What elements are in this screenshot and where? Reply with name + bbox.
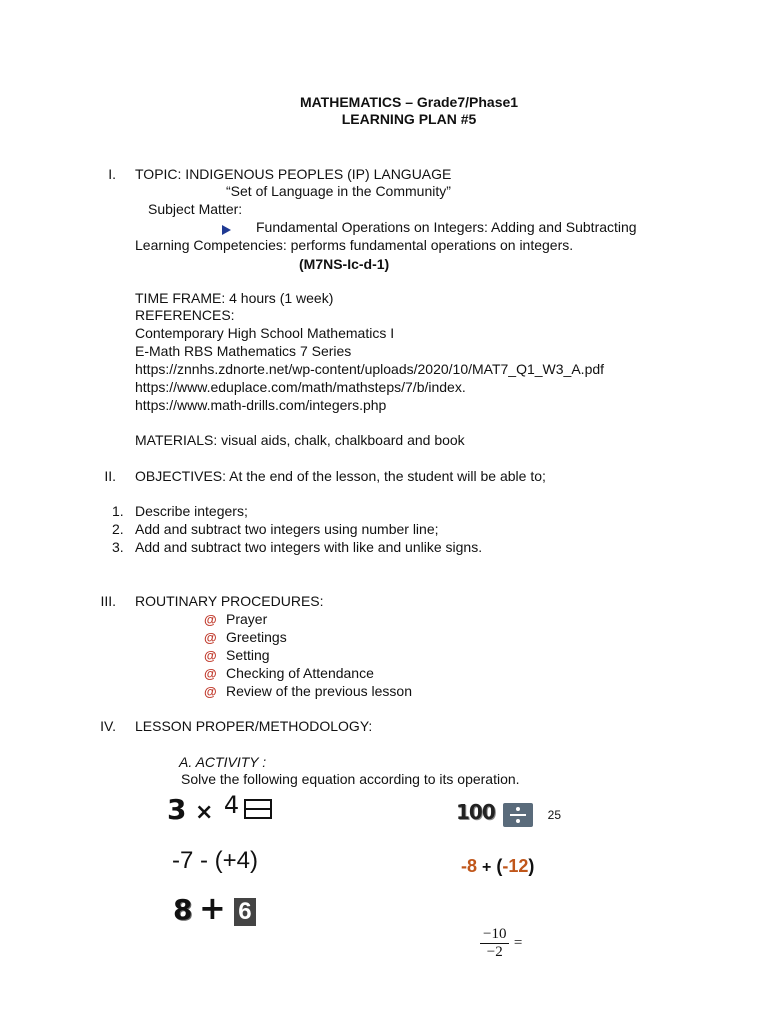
equation-add-negatives: -8 + (-12) [461,856,535,876]
section-1-numeral: I. [108,166,116,182]
multiply-icon: × [194,800,214,825]
equals-box-icon [244,799,272,819]
objective-number: 1. [112,503,124,519]
eq-operand: 25 [547,808,562,822]
eq-operand: 3 [167,793,187,826]
activity-instruction: Solve the following equation according to its operation. [181,771,520,787]
doc-title: MATHEMATICS – Grade7/Phase1 [299,94,519,110]
procedure-item: Checking of Attendance [226,665,374,681]
procedure-item: Greetings [226,629,287,645]
topic-heading: TOPIC: INDIGENOUS PEOPLES (IP) LANGUAGE [135,166,452,182]
references-label: REFERENCES: [135,307,235,323]
section-2-numeral: II. [104,468,116,484]
objective-item: Add and subtract two integers using number line; [135,521,439,537]
topic-subtitle: “Set of Language in the Community” [226,183,451,199]
denominator: −2 [486,944,503,960]
equation-subtract: -7 - (+4) [172,847,259,874]
swirl-bullet-icon: @ [204,684,217,699]
equals-sign: = [513,935,523,951]
procedure-item: Review of the previous lesson [226,683,412,699]
procedure-item: Setting [226,647,270,663]
learning-competencies: Learning Competencies: performs fundamental operations on integers. [135,237,574,253]
swirl-bullet-icon: @ [204,666,217,681]
eq-operand: -8 [461,856,478,876]
methodology-heading: LESSON PROPER/METHODOLOGY: [135,718,373,734]
competency-code: (M7NS-Ic-d-1) [299,256,390,272]
equation-add [173,889,256,927]
subject-matter-text: Fundamental Operations on Integers: Adding and Subtracting [256,219,637,235]
objective-number: 3. [112,539,124,555]
doc-subtitle: LEARNING PLAN #5 [341,111,477,127]
reference-link[interactable]: https://www.eduplace.com/math/mathsteps/7/b/index. [135,379,466,395]
eq-operand: -12 [502,856,529,876]
activity-label: A. ACTIVITY : [179,754,267,770]
section-3-numeral: III. [100,593,116,609]
eq-operand: 6 [234,898,255,926]
eq-operand: 4 [223,791,240,819]
fraction [480,926,509,961]
objective-number: 2. [112,521,124,537]
time-frame: TIME FRAME: 4 hours (1 week) [135,290,334,306]
swirl-bullet-icon: @ [204,630,217,645]
reference-item: E-Math RBS Mathematics 7 Series [135,343,352,359]
eq-operand: 100 [456,800,495,824]
procedure-item: Prayer [226,611,268,627]
materials: MATERIALS: visual aids, chalk, chalkboard and book [135,432,465,448]
plus-icon: + [482,859,492,876]
reference-link[interactable]: https://znnhs.zdnorte.net/wp-content/uploads/2020/10/MAT7_Q1_W3_A.pdf [135,361,605,377]
routinary-heading: ROUTINARY PROCEDURES: [135,593,324,609]
section-4-numeral: IV. [100,718,116,734]
equation-multiply [167,793,272,826]
swirl-bullet-icon: @ [204,648,217,663]
objectives-heading: OBJECTIVES: At the end of the lesson, the student will be able to; [135,468,546,484]
equation-fraction [480,926,522,961]
objective-item: Describe integers; [135,503,248,519]
reference-link[interactable]: https://www.math-drills.com/integers.php [135,397,387,413]
plus-icon: + [198,889,226,927]
divide-icon [503,803,533,827]
numerator: −10 [480,926,509,944]
swirl-bullet-icon: @ [204,612,217,627]
objective-item: Add and subtract two integers with like and unlike signs. [135,539,483,555]
reference-item: Contemporary High School Mathematics I [135,325,395,341]
equation-divide [456,800,561,827]
eq-operand: 8 [173,893,193,926]
subject-matter-label: Subject Matter: [148,201,243,217]
